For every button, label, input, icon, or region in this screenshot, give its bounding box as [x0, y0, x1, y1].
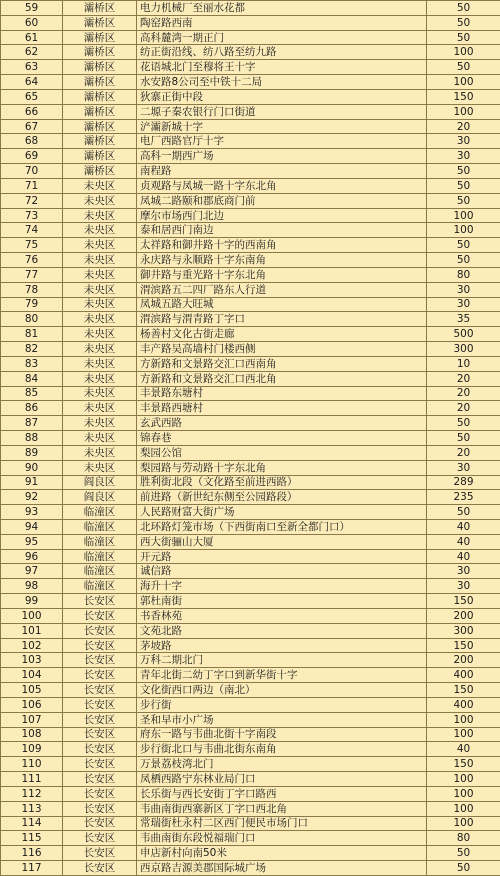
table-row [1, 282, 500, 297]
location-cell: 渭滨路五二四厂路东人行道 [137, 282, 427, 297]
count-cell: 40 [427, 742, 500, 757]
row-number: 101 [1, 623, 63, 638]
row-number: 106 [1, 697, 63, 712]
location-cell: 南程路 [137, 164, 427, 179]
count-cell: 50 [427, 416, 500, 431]
table-row [1, 683, 500, 698]
count-cell: 200 [427, 653, 500, 668]
table-row [1, 297, 500, 312]
count-cell: 150 [427, 594, 500, 609]
row-number: 73 [1, 208, 63, 223]
table-row [1, 668, 500, 683]
location-cell: 电力机械厂至丽水花都 [137, 1, 427, 16]
row-number: 62 [1, 45, 63, 60]
location-cell: 文化街西口两边（南北） [137, 683, 427, 698]
district-cell: 灞桥区 [63, 149, 137, 164]
count-cell: 50 [427, 30, 500, 45]
table-row [1, 475, 500, 490]
district-cell: 长安区 [63, 861, 137, 876]
table-row [1, 579, 500, 594]
row-number: 89 [1, 445, 63, 460]
table-row [1, 786, 500, 801]
table-row [1, 490, 500, 505]
count-cell: 300 [427, 623, 500, 638]
count-cell: 100 [427, 786, 500, 801]
count-cell: 100 [427, 75, 500, 90]
location-cell: 海升十字 [137, 579, 427, 594]
district-cell: 未央区 [63, 253, 137, 268]
table-row [1, 846, 500, 861]
count-cell: 40 [427, 519, 500, 534]
row-number: 117 [1, 861, 63, 876]
row-number: 72 [1, 193, 63, 208]
table-row [1, 460, 500, 475]
row-number: 83 [1, 356, 63, 371]
district-cell: 长安区 [63, 638, 137, 653]
location-cell: 纺正街沿线、纺八路至纺九路 [137, 45, 427, 60]
district-cell: 长安区 [63, 712, 137, 727]
row-number: 91 [1, 475, 63, 490]
count-cell: 50 [427, 505, 500, 520]
district-cell: 灞桥区 [63, 15, 137, 30]
row-number: 78 [1, 282, 63, 297]
row-number: 111 [1, 772, 63, 787]
district-cell: 长安区 [63, 594, 137, 609]
table-row [1, 223, 500, 238]
row-number: 87 [1, 416, 63, 431]
location-cell: 青年北街二幼丁字口到新华街十字 [137, 668, 427, 683]
row-number: 79 [1, 297, 63, 312]
district-cell: 长安区 [63, 697, 137, 712]
location-cell: 方新路和文景路交汇口西北角 [137, 371, 427, 386]
district-cell: 未央区 [63, 282, 137, 297]
table-row [1, 104, 500, 119]
table-row [1, 742, 500, 757]
location-cell: 水安路8公司至中铁十二局 [137, 75, 427, 90]
row-number: 94 [1, 519, 63, 534]
count-cell: 30 [427, 564, 500, 579]
location-cell: 泰和居西门南边 [137, 223, 427, 238]
row-number: 64 [1, 75, 63, 90]
row-number: 97 [1, 564, 63, 579]
count-cell: 100 [427, 45, 500, 60]
district-cell: 长安区 [63, 786, 137, 801]
table-row [1, 149, 500, 164]
row-number: 60 [1, 15, 63, 30]
row-number: 105 [1, 683, 63, 698]
count-cell: 50 [427, 253, 500, 268]
location-cell: 太祥路和御井路十字的西南角 [137, 238, 427, 253]
row-number: 95 [1, 534, 63, 549]
table-row [1, 697, 500, 712]
location-cell: 贞观路与凤城一路十字东北角 [137, 178, 427, 193]
table-row [1, 371, 500, 386]
location-cell: 电厂西路官厅十字 [137, 134, 427, 149]
district-cell: 未央区 [63, 208, 137, 223]
table-row [1, 178, 500, 193]
count-cell: 20 [427, 371, 500, 386]
location-cell: 西京路吉源美郡国际城广场 [137, 861, 427, 876]
table-row [1, 519, 500, 534]
district-cell: 长安区 [63, 668, 137, 683]
district-cell: 长安区 [63, 653, 137, 668]
row-number: 103 [1, 653, 63, 668]
district-cell: 未央区 [63, 460, 137, 475]
location-cell: 圣和早市小广场 [137, 712, 427, 727]
count-cell: 30 [427, 149, 500, 164]
table-row [1, 342, 500, 357]
district-cell: 未央区 [63, 356, 137, 371]
district-cell: 未央区 [63, 312, 137, 327]
district-cell: 未央区 [63, 327, 137, 342]
count-cell: 20 [427, 119, 500, 134]
count-cell: 50 [427, 1, 500, 16]
table-row [1, 505, 500, 520]
location-cell: 韦曲南街西寨新区丁字口西北角 [137, 801, 427, 816]
count-cell: 80 [427, 831, 500, 846]
location-cell: 长乐街与西长安街丁字口路西 [137, 786, 427, 801]
count-cell: 50 [427, 60, 500, 75]
row-number: 81 [1, 327, 63, 342]
count-cell: 50 [427, 164, 500, 179]
count-cell: 100 [427, 208, 500, 223]
table-row [1, 534, 500, 549]
location-cell: 诚信路 [137, 564, 427, 579]
location-cell: 凤城二路颐和郡底商门前 [137, 193, 427, 208]
district-cell: 长安区 [63, 816, 137, 831]
table-row [1, 208, 500, 223]
district-cell: 灞桥区 [63, 104, 137, 119]
district-cell: 未央区 [63, 193, 137, 208]
row-number: 86 [1, 401, 63, 416]
row-number: 96 [1, 549, 63, 564]
count-cell: 50 [427, 431, 500, 446]
district-cell: 临潼区 [63, 564, 137, 579]
table-row [1, 549, 500, 564]
location-cell: 御井路与重光路十字东北角 [137, 267, 427, 282]
count-cell: 400 [427, 697, 500, 712]
location-cell: 梨园路与劳动路十字东北角 [137, 460, 427, 475]
district-cell: 未央区 [63, 445, 137, 460]
location-cell: 玄武西路 [137, 416, 427, 431]
location-cell: 高科一期西广场 [137, 149, 427, 164]
location-cell: 陶窑路西南 [137, 15, 427, 30]
table-row [1, 772, 500, 787]
row-number: 71 [1, 178, 63, 193]
location-cell: 前进路（新世纪东侧至公园路段） [137, 490, 427, 505]
table-row [1, 816, 500, 831]
table-row [1, 253, 500, 268]
location-cell: 北环路灯笼市场（下西街南口至新全都门口） [137, 519, 427, 534]
table-row [1, 594, 500, 609]
table-row [1, 861, 500, 876]
location-cell: 永庆路与永顺路十字东南角 [137, 253, 427, 268]
district-cell: 阎良区 [63, 475, 137, 490]
count-cell: 50 [427, 193, 500, 208]
district-cell: 长安区 [63, 846, 137, 861]
count-cell: 100 [427, 772, 500, 787]
location-cell: 渭滨路与渭青路丁字口 [137, 312, 427, 327]
row-number: 109 [1, 742, 63, 757]
district-cell: 灞桥区 [63, 45, 137, 60]
location-cell: 万科二期北门 [137, 653, 427, 668]
district-cell: 长安区 [63, 831, 137, 846]
table-row [1, 831, 500, 846]
row-number: 108 [1, 727, 63, 742]
row-number: 59 [1, 1, 63, 16]
count-cell: 80 [427, 267, 500, 282]
district-cell: 未央区 [63, 401, 137, 416]
district-cell: 阎良区 [63, 490, 137, 505]
row-number: 85 [1, 386, 63, 401]
table-row [1, 356, 500, 371]
location-cell: 方新路和文景路交汇口西南角 [137, 356, 427, 371]
count-cell: 30 [427, 134, 500, 149]
location-cell: 茅坡路 [137, 638, 427, 653]
count-cell: 150 [427, 757, 500, 772]
district-cell: 长安区 [63, 608, 137, 623]
district-cell: 灞桥区 [63, 119, 137, 134]
location-cell: 丰景路东塘村 [137, 386, 427, 401]
row-number: 113 [1, 801, 63, 816]
count-cell: 300 [427, 342, 500, 357]
row-number: 75 [1, 238, 63, 253]
row-number: 92 [1, 490, 63, 505]
location-cell: 浐灞新城十字 [137, 119, 427, 134]
count-cell: 50 [427, 15, 500, 30]
table-row [1, 608, 500, 623]
row-number: 90 [1, 460, 63, 475]
count-cell: 100 [427, 223, 500, 238]
count-cell: 100 [427, 727, 500, 742]
count-cell: 500 [427, 327, 500, 342]
table-row [1, 15, 500, 30]
location-cell: 步行街北口与韦曲北街东南角 [137, 742, 427, 757]
count-cell: 235 [427, 490, 500, 505]
row-number: 65 [1, 89, 63, 104]
location-cell: 摩尔市场西门北边 [137, 208, 427, 223]
location-cell: 西大街骊山大厦 [137, 534, 427, 549]
district-cell: 未央区 [63, 223, 137, 238]
count-cell: 400 [427, 668, 500, 683]
district-cell: 灞桥区 [63, 89, 137, 104]
location-cell: 凤城五路大旺城 [137, 297, 427, 312]
row-number: 61 [1, 30, 63, 45]
count-cell: 30 [427, 282, 500, 297]
district-cell: 灞桥区 [63, 164, 137, 179]
count-cell: 100 [427, 801, 500, 816]
district-cell: 未央区 [63, 238, 137, 253]
table-row [1, 164, 500, 179]
row-number: 114 [1, 816, 63, 831]
district-cell: 灞桥区 [63, 60, 137, 75]
table-row [1, 267, 500, 282]
count-cell: 30 [427, 297, 500, 312]
count-cell: 50 [427, 846, 500, 861]
table-row [1, 60, 500, 75]
count-cell: 30 [427, 460, 500, 475]
location-cell: 丰产路吴高墙村门楼西侧 [137, 342, 427, 357]
count-cell: 20 [427, 401, 500, 416]
row-number: 63 [1, 60, 63, 75]
district-cell: 长安区 [63, 623, 137, 638]
district-cell: 灞桥区 [63, 75, 137, 90]
row-number: 102 [1, 638, 63, 653]
district-cell: 未央区 [63, 431, 137, 446]
district-cell: 灞桥区 [63, 30, 137, 45]
row-number: 77 [1, 267, 63, 282]
district-cell: 未央区 [63, 297, 137, 312]
district-cell: 未央区 [63, 416, 137, 431]
row-number: 70 [1, 164, 63, 179]
count-cell: 289 [427, 475, 500, 490]
count-cell: 100 [427, 816, 500, 831]
district-cell: 临潼区 [63, 519, 137, 534]
count-cell: 40 [427, 549, 500, 564]
location-cell: 锦春巷 [137, 431, 427, 446]
location-cell: 郭杜南街 [137, 594, 427, 609]
district-cell: 长安区 [63, 757, 137, 772]
location-cell: 书香林苑 [137, 608, 427, 623]
row-number: 66 [1, 104, 63, 119]
row-number: 98 [1, 579, 63, 594]
table-row [1, 401, 500, 416]
location-cell: 狄寨正街中段 [137, 89, 427, 104]
location-cell: 开元路 [137, 549, 427, 564]
table-row [1, 238, 500, 253]
district-cell: 临潼区 [63, 579, 137, 594]
table-row [1, 801, 500, 816]
district-cell: 未央区 [63, 386, 137, 401]
district-cell: 长安区 [63, 742, 137, 757]
count-cell: 20 [427, 445, 500, 460]
row-number: 69 [1, 149, 63, 164]
district-cell: 未央区 [63, 267, 137, 282]
district-cell: 未央区 [63, 178, 137, 193]
count-cell: 200 [427, 608, 500, 623]
location-cell: 韦曲南街东段悦福瑞门口 [137, 831, 427, 846]
count-cell: 150 [427, 683, 500, 698]
count-cell: 50 [427, 238, 500, 253]
row-number: 93 [1, 505, 63, 520]
district-cell: 长安区 [63, 683, 137, 698]
row-number: 112 [1, 786, 63, 801]
district-cell: 临潼区 [63, 505, 137, 520]
table-row [1, 638, 500, 653]
district-cell: 未央区 [63, 342, 137, 357]
location-cell: 杨善村文化古街走廊 [137, 327, 427, 342]
location-cell: 梨园公馆 [137, 445, 427, 460]
count-cell: 150 [427, 638, 500, 653]
row-number: 82 [1, 342, 63, 357]
row-number: 115 [1, 831, 63, 846]
count-cell: 35 [427, 312, 500, 327]
district-cell: 未央区 [63, 371, 137, 386]
district-cell: 灞桥区 [63, 1, 137, 16]
row-number: 104 [1, 668, 63, 683]
table-row [1, 1, 500, 16]
table-row [1, 431, 500, 446]
district-cell: 临潼区 [63, 534, 137, 549]
count-cell: 100 [427, 104, 500, 119]
count-cell: 50 [427, 178, 500, 193]
table-row [1, 757, 500, 772]
location-cell: 凤栖西路宁东林业局门口 [137, 772, 427, 787]
table-row [1, 727, 500, 742]
row-number: 100 [1, 608, 63, 623]
location-cell: 胜利街北段（文化路至前进西路） [137, 475, 427, 490]
count-cell: 20 [427, 386, 500, 401]
row-number: 107 [1, 712, 63, 727]
row-number: 99 [1, 594, 63, 609]
location-cell: 申店新村向南50米 [137, 846, 427, 861]
table-row [1, 445, 500, 460]
table-row [1, 89, 500, 104]
location-cell: 人民路财富大街广场 [137, 505, 427, 520]
location-cell: 府东一路与韦曲北街十字南段 [137, 727, 427, 742]
location-cell: 花语城北门至穆将王十字 [137, 60, 427, 75]
count-cell: 100 [427, 712, 500, 727]
row-number: 67 [1, 119, 63, 134]
table-row [1, 564, 500, 579]
table-row [1, 75, 500, 90]
table-row [1, 119, 500, 134]
row-number: 80 [1, 312, 63, 327]
location-cell: 高科麓湾一期正门 [137, 30, 427, 45]
table-row [1, 193, 500, 208]
location-cell: 二塬子秦农银行门口街道 [137, 104, 427, 119]
location-cell: 常瑞街杜永村二区西门便民市场门口 [137, 816, 427, 831]
row-number: 116 [1, 846, 63, 861]
count-cell: 10 [427, 356, 500, 371]
table-row [1, 386, 500, 401]
row-number: 68 [1, 134, 63, 149]
table-body [1, 1, 500, 876]
district-cell: 灞桥区 [63, 134, 137, 149]
row-number: 74 [1, 223, 63, 238]
count-cell: 150 [427, 89, 500, 104]
table-row [1, 312, 500, 327]
count-cell: 40 [427, 534, 500, 549]
district-cell: 长安区 [63, 772, 137, 787]
district-cell: 长安区 [63, 727, 137, 742]
table-row [1, 416, 500, 431]
row-number: 76 [1, 253, 63, 268]
location-cell: 文苑北路 [137, 623, 427, 638]
location-cell: 万景荔枝湾北门 [137, 757, 427, 772]
table-row [1, 623, 500, 638]
count-cell: 50 [427, 861, 500, 876]
row-number: 110 [1, 757, 63, 772]
location-cell: 步行街 [137, 697, 427, 712]
row-number: 84 [1, 371, 63, 386]
location-cell: 丰景路西塘村 [137, 401, 427, 416]
count-cell: 30 [427, 579, 500, 594]
table-row [1, 327, 500, 342]
row-number: 88 [1, 431, 63, 446]
table-row [1, 30, 500, 45]
table-row [1, 653, 500, 668]
table-row [1, 712, 500, 727]
district-cell: 临潼区 [63, 549, 137, 564]
district-cell: 长安区 [63, 801, 137, 816]
table-row [1, 134, 500, 149]
table-row [1, 45, 500, 60]
